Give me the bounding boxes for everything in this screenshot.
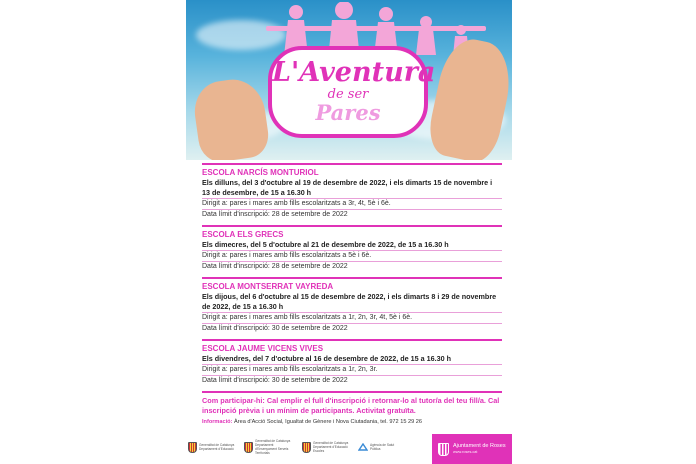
school-dates: Els dijous, del 6 d'octubre al 15 de desembre de 2022, i els dimarts 8 i 29 de novembre de 2022, de 15 a 16.30 h: [202, 292, 497, 311]
school-name: ESCOLA MONTSERRAT VAYREDA: [202, 282, 334, 291]
school-name: ESCOLA JAUME VICENS VIVES: [202, 344, 324, 353]
title-sign: [268, 46, 436, 138]
left-hand: [191, 76, 271, 160]
how-to-participate: Com participar-hi: Cal emplir el full d'inscripció i retornar-lo al tutor/a del teu fill/a. Cal inscripció prèvia i un mínim de participants. Activitat gratuïta.: [202, 391, 502, 416]
info-text: Àrea d'Acció Social, Igualtat de Gènere i Nova Ciutadania, tel. 972 15 29 26: [234, 419, 422, 425]
agency-logo-icon: [358, 443, 368, 451]
logo-salut-publica: Agència de Salut Pública: [358, 441, 400, 453]
generalitat-shield-icon: [244, 442, 253, 453]
school-deadline: Data límit d'inscripció: 30 de setembre de 2022: [202, 375, 502, 386]
ajuntament-name: Ajuntament de Roses: [453, 443, 506, 449]
school-dates: Els divendres, del 7 d'octubre al 16 de desembre de 2022, de 15 a 16.30 h: [202, 354, 451, 363]
title-line-3: Pares: [315, 100, 381, 125]
school-dates: Els dimecres, del 5 d'octubre al 21 de desembre de 2022, de 15 a 16.30 h: [202, 240, 449, 249]
info-label: Informació:: [202, 419, 233, 425]
contact-info: [202, 418, 502, 427]
school-name: ESCOLA ELS GRECS: [202, 230, 284, 239]
footer: [186, 434, 512, 464]
school-section: [202, 277, 502, 334]
poster: [186, 0, 512, 464]
schedule-content: [202, 163, 502, 427]
roses-crest-icon: [438, 443, 449, 456]
school-target: Dirigit a: pares i mares amb fills escolaritzats a 1r, 2n, 3r, 4t, 5è i 6è.: [202, 312, 502, 323]
school-target: Dirigit a: pares i mares amb fills escolaritzats a 3r, 4t, 5è i 6è.: [202, 198, 502, 209]
logo-generalitat-ensenyament: Generalitat de Catalunya Departament d'Ensenyament Serveis Territorials: [244, 441, 293, 453]
school-deadline: Data límit d'inscripció: 28 de setembre de 2022: [202, 261, 502, 272]
ajuntament-web: www.roses.cat: [453, 450, 478, 454]
ajuntament-roses-logo: [432, 434, 512, 464]
hero-image: [186, 0, 512, 160]
logo-generalitat-educacio: Generalitat de Catalunya Departament d'Educació: [188, 441, 237, 453]
school-deadline: Data límit d'inscripció: 30 de setembre de 2022: [202, 323, 502, 334]
title-line-2: de ser: [327, 87, 369, 102]
school-target: Dirigit a: pares i mares amb fills escolaritzats a 1r, 2n, 3r.: [202, 364, 502, 375]
logo-generalitat-escoles: Generalitat de Catalunya Departament d'Educació Escoles: [302, 441, 351, 453]
title-line-1: L'Aventura: [272, 57, 436, 88]
school-deadline: Data límit d'inscripció: 28 de setembre de 2022: [202, 209, 502, 220]
school-dates: Els dilluns, del 3 d'octubre al 19 de desembre de 2022, i els dimarts 15 de novembre i 13 de desembre, de 15 a 16.30 h: [202, 178, 493, 197]
generalitat-shield-icon: [188, 442, 197, 453]
school-section: [202, 225, 502, 272]
school-target: Dirigit a: pares i mares amb fills escolaritzats a 5è i 6è.: [202, 250, 502, 261]
school-section: [202, 339, 502, 386]
school-name: ESCOLA NARCÍS MONTURIOL: [202, 168, 319, 177]
school-section: [202, 163, 502, 220]
generalitat-shield-icon: [302, 442, 311, 453]
